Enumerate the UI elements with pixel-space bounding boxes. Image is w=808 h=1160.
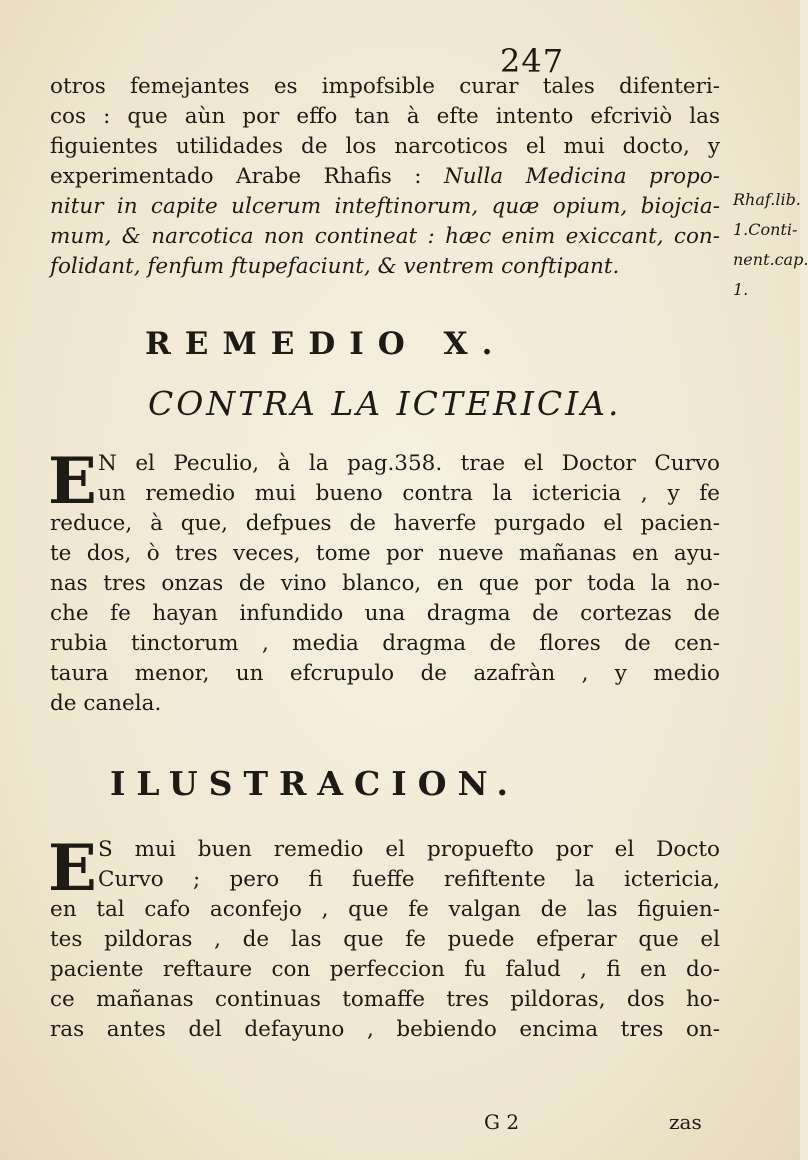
top-paragraph xyxy=(50,72,720,282)
marginal-line: 1. xyxy=(733,280,749,299)
text-line: cos : que aùn por effo tan à efte intento efcriviò las xyxy=(50,104,720,129)
text-run: experimentado Arabe Rhafis : xyxy=(50,164,422,189)
latin-quote-line: mum, & narcotica non contineat : hæc enim exiccant, con- xyxy=(50,224,720,249)
text-line: S mui buen remedio el propuefto por el Docto xyxy=(98,837,720,862)
marginal-line: 1.Conti- xyxy=(733,220,798,239)
page-number: 247 xyxy=(500,42,565,80)
text-line xyxy=(50,162,720,192)
signature-mark: G 2 xyxy=(484,1110,520,1134)
text-line: paciente reftaure con perfeccion fu falud , fi en do- xyxy=(50,957,720,982)
text-line: en tal cafo aconfejo , que fe valgan de las figuien- xyxy=(50,897,720,922)
text-line: otros femejantes es impofsible curar tales difenteri- xyxy=(50,74,720,99)
text-line: ras antes del defayuno , bebiendo encima tres on- xyxy=(50,1017,720,1042)
marginal-note xyxy=(733,185,808,305)
text-line: Curvo ; pero fi fueffe refiftente la ictericia, xyxy=(98,867,720,892)
remedio-dropcap: E xyxy=(48,444,97,519)
remedio-subtitle: CONTRA LA ICTERICIA. xyxy=(148,384,622,423)
catchword: zas xyxy=(669,1110,702,1134)
text-line: che fe hayan infundido una dragma de cortezas de xyxy=(50,601,720,626)
text-line: nas tres onzas de vino blanco, en que por toda la no- xyxy=(50,571,720,596)
latin-quote-line: folidant, fenfum ftupefaciunt, & ventrem conftipant. xyxy=(50,254,620,279)
text-line: reduce, à que, defpues de haverfe purgado el pacien- xyxy=(50,511,720,536)
text-line: figuientes utilidades de los narcoticos el mui docto, y xyxy=(50,134,720,159)
latin-quote-line: nitur in capite ulcerum inteftinorum, quæ opium, biojcia- xyxy=(50,194,720,219)
text-line: tes pildoras , de las que fe puede efperar que el xyxy=(50,927,720,952)
ilustracion-dropcap: E xyxy=(48,831,97,906)
text-line: de canela. xyxy=(50,691,162,716)
ilustracion-heading: ILUSTRACION. xyxy=(110,764,520,803)
remedio-heading: REMEDIO X. xyxy=(145,326,507,362)
text-line: ce mañanas continuas tomaffe tres pildoras, dos ho- xyxy=(50,987,720,1012)
text-line: N el Peculio, à la pag.358. trae el Doctor Curvo xyxy=(98,451,720,476)
text-line: te dos, ò tres veces, tome por nueve mañanas en ayu- xyxy=(50,541,720,566)
marginal-line: Rhaf.lib. xyxy=(733,190,801,209)
text-line: rubia tinctorum , media dragma de flores de cen- xyxy=(50,631,720,656)
latin-quote-run: Nulla Medicina propo- xyxy=(443,164,720,189)
text-line: taura menor, un efcrupulo de azafràn , y medio xyxy=(50,661,720,686)
ilustracion-paragraph xyxy=(48,831,720,1045)
text-line: un remedio mui bueno contra la ictericia , y fe xyxy=(98,481,720,506)
marginal-line: nent.cap. xyxy=(733,250,808,269)
remedio-paragraph xyxy=(48,444,720,719)
